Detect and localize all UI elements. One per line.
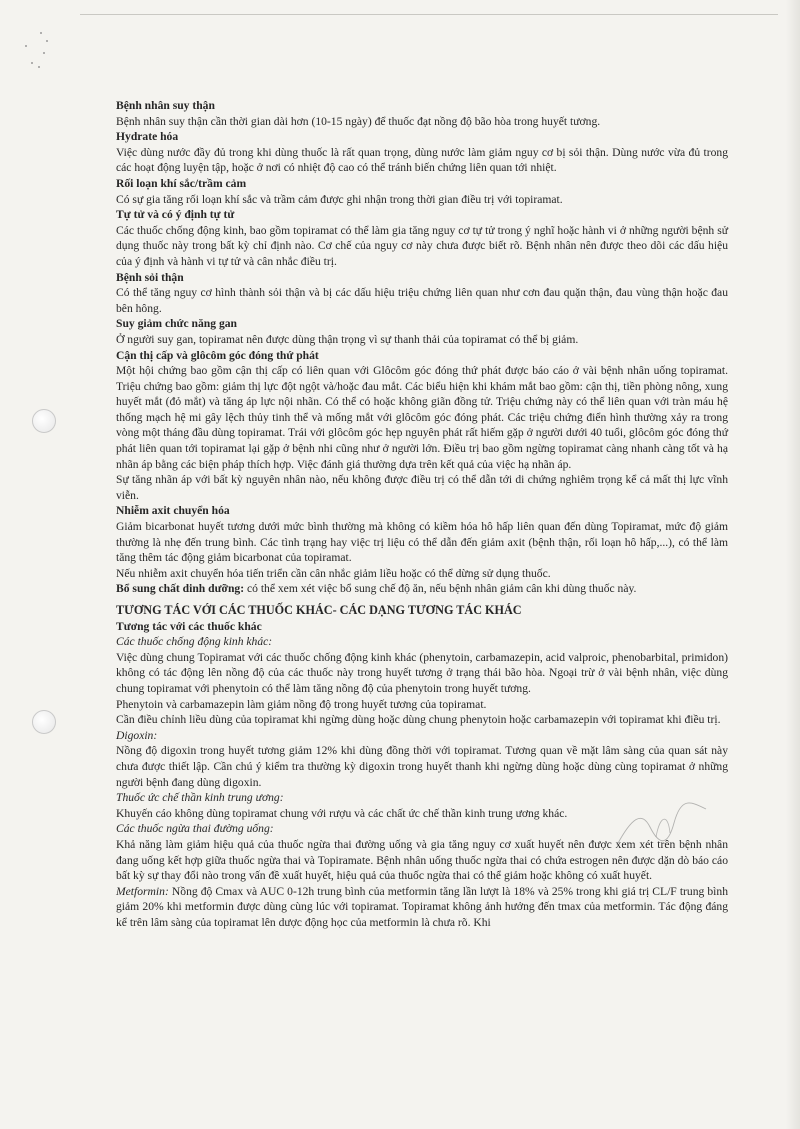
chapter-heading: TƯƠNG TÁC VỚI CÁC THUỐC KHÁC- CÁC DẠNG TƯƠNG TÁC KHÁC <box>116 603 522 617</box>
scan-specks <box>22 26 62 76</box>
paragraph: Ở người suy gan, topiramat nên được dùng thận trọng vì sự thanh thải của topiramat có thể bị giảm. <box>116 332 579 346</box>
subsection-heading: Các thuốc chống động kinh khác: <box>116 635 273 649</box>
paragraph: Nếu nhiễm axit chuyển hóa tiến triển cần cân nhắc giảm liều hoặc có thể dừng sử dụng thuốc. <box>116 566 551 580</box>
section-heading: Tương tác với các thuốc khác <box>116 619 262 633</box>
document-body <box>116 98 728 930</box>
paragraph: Các thuốc chống động kinh, bao gồm topiramat có thể làm gia tăng nguy cơ tự tử trong ý nghĩ hoặc hành vi ở những người bệnh sử dụng thuốc này trong bất kỳ chỉ định nào. Cơ chế của nguy cơ này chưa được biết rõ. Bệnh nhân nên được theo dõi các dấu hiệu của ý định và hành vi tự tử và cân nhắc điều trị. <box>116 223 728 268</box>
paragraph-lead: Metformin: <box>116 884 169 898</box>
section-heading: Bệnh sỏi thận <box>116 270 184 284</box>
paragraph: Bệnh nhân suy thận cần thời gian dài hơn (10-15 ngày) để thuốc đạt nồng độ bão hòa trong huyết tương. <box>116 114 601 128</box>
paragraph: Khuyến cáo không dùng topiramat chung với rượu và các chất ức chế thần kinh trung ương khác. <box>116 806 568 820</box>
section-heading: Nhiễm axit chuyển hóa <box>116 504 230 518</box>
scan-top-line <box>80 14 778 15</box>
paragraph-text: có thể xem xét việc bổ sung chế độ ăn, nếu bệnh nhân giảm cân khi dùng thuốc này. <box>244 582 637 596</box>
section-heading: Cận thị cấp và glôcôm góc đóng thứ phát <box>116 348 319 362</box>
paragraph: Việc dùng chung Topiramat với các thuốc chống động kinh khác (phenytoin, carbamazepin, acid valproic, phenobarbital, primidon) không có tác động lên nồng độ của các thuốc này trong huyết tương ở trạng thái bão hòa. Ngoại trừ ở vài bệnh nhân, việc dùng chung topiramat với phenytoin có thể làm tăng nồng độ của phenytoin trong huyết tương. <box>116 650 728 695</box>
section-heading: Tự tử và có ý định tự tử <box>116 208 235 222</box>
paragraph: Có sự gia tăng rối loạn khí sắc và trầm cảm được ghi nhận trong thời gian điều trị với topiramat. <box>116 192 563 206</box>
paragraph-text: Nồng độ Cmax và AUC 0-12h trung bình của metformin tăng lần lượt là 18% và 25% trong khi giá trị CL/F trung bình giảm 20% khi metformin được dùng cùng lúc với topiramat. Topiramat không ảnh hưởng đến tmax của metformin. Tác động đáng kể trên lâm sàng của topiramat lên dược động học của metformin là chưa rõ. Khi <box>116 884 728 929</box>
paragraph: Sự tăng nhãn áp với bất kỳ nguyên nhân nào, nếu không được điều trị có thể dẫn tới di chứng nghiêm trọng kể cả mất thị lực vĩnh viễn. <box>116 473 728 502</box>
paragraph-lead: Bổ sung chất dinh dưỡng: <box>116 582 245 596</box>
paragraph: Việc dùng nước đầy đủ trong khi dùng thuốc là rất quan trọng, dùng nước làm giảm nguy cơ bị sỏi thận. Dùng nước vừa đủ trong các hoạt động luyện tập, hoặc ở nơi có nhiệt độ cao có thể tránh biến chứng liên quan tới nhiệt. <box>116 145 728 175</box>
subsection-heading: Digoxin: <box>116 728 158 742</box>
paragraph: Nồng độ digoxin trong huyết tương giảm 12% khi dùng đồng thời với topiramat. Tương quan về mặt lâm sàng của quan sát này chưa được thiết lập. Cần chú ý kiểm tra thường kỳ digoxin trong huyết thanh khi ngừng dùng hoặc dùng cùng topiramat ở những người bệnh đang dùng digoxin. <box>116 744 728 789</box>
paragraph: Phenytoin và carbamazepin làm giảm nồng độ trong huyết tương của topiramat. <box>116 697 487 711</box>
scan-edge-shadow <box>786 0 800 1129</box>
paragraph: Một hội chứng bao gồm cận thị cấp có liên quan với Glôcôm góc đóng thứ phát được báo cáo ở vài bệnh nhân uống topiramat. Triệu chứng bao gồm: giảm thị lực đột ngột và/hoặc đau mắt. Các biểu hiện khi khám mắt bao gồm: cận thị, tiền phòng nông, xung huyết mắt (đỏ mắt) và tăng áp lực nội nhãn. Có thể có hoặc không giãn đồng tử. Triệu chứng này có thể liên quan với tràn máu hệ thống mạch hệ mi gây lệch thủy tinh thể và mống mắt với glôcôm góc đóng phát. Các triệu chứng điển hình thường xảy ra trong vòng một tháng đầu dùng topiramat. Trái với glôcôm góc hẹp nguyên phát rất hiếm gặp ở người dưới 40 tuổi, glôcôm góc đóng thứ phát liên quan tới topiramat lại gặp ở bệnh nhi cũng như ở người lớn. Điều trị bao gồm ngừng topiramat càng nhanh càng tốt và hạ nhãn áp bằng các biện pháp thích hợp. Việc đánh giá thường dựa trên kết quả của việc hạ nhãn áp. <box>116 364 728 471</box>
paragraph: Khả năng làm giảm hiệu quả của thuốc ngừa thai đường uống và gia tăng nguy cơ xuất huyết nên được xem xét trên bệnh nhân đang uống kết hợp giữa thuốc ngừa thai và Topiramate. Bệnh nhân uống thuốc ngừa thai có chứa estrogen nên được dặn dò báo cáo bất kỳ sự thay đổi nào trong vấn đề xuất huyết, hiệu quả của thuốc ngừa thai có thể giảm hoặc không có xuất huyết. <box>116 837 728 883</box>
subsection-heading: Các thuốc ngừa thai đường uống: <box>116 822 274 836</box>
section-heading: Hydrate hóa <box>116 130 179 144</box>
paragraph-with-lead <box>116 884 728 931</box>
section-heading: Bệnh nhân suy thận <box>116 99 215 112</box>
punch-hole-lower <box>32 710 56 734</box>
section-heading: Suy giảm chức năng gan <box>116 317 237 331</box>
subsection-heading: Thuốc ức chế thần kinh trung ương: <box>116 791 284 805</box>
paragraph: Giảm bicarbonat huyết tương dưới mức bình thường mà không có kiềm hóa hô hấp liên quan đến dùng Topiramat, mức độ giảm thường là nhẹ đến trung bình. Các tình trạng hay việc trị liệu có thể dẫn đến giảm axit (bệnh thận, rối loạn hô hấp,...), có thể làm tăng thêm tác động giảm bicarbonat của topiramat. <box>116 520 728 565</box>
paragraph: Cần điều chỉnh liều dùng của topiramat khi ngừng dùng hoặc dùng chung phenytoin hoặc carbamazepin với topiramat khi điều trị. <box>116 713 721 727</box>
section-heading: Rối loạn khí sắc/trầm cảm <box>116 176 247 190</box>
paragraph-with-lead <box>116 581 728 597</box>
punch-hole-upper <box>32 409 56 433</box>
paragraph: Có thể tăng nguy cơ hình thành sỏi thận và bị các dấu hiệu triệu chứng liên quan như cơn đau quặn thận, đau vùng thận hoặc đau bên hông. <box>116 286 728 315</box>
